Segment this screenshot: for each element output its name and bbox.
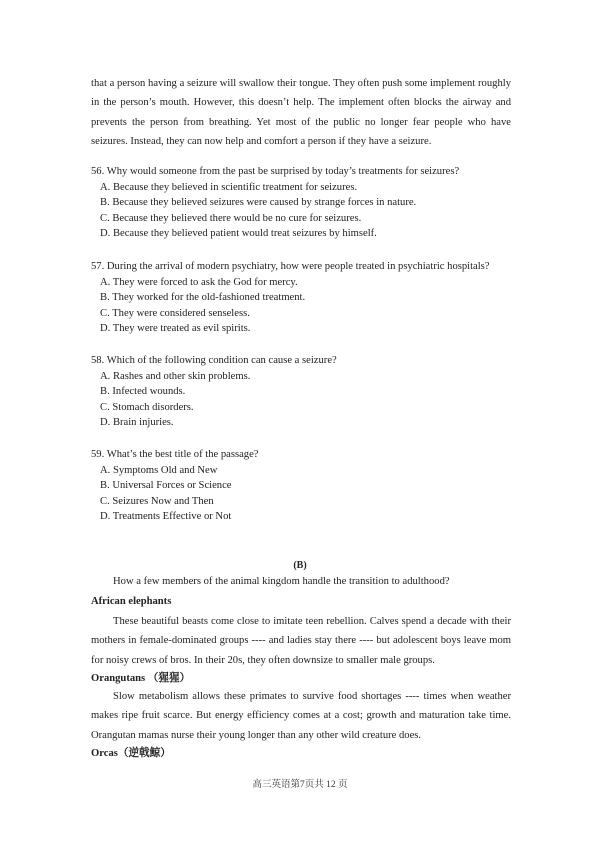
option-b: B. Because they believed seizures were caused by strange forces in nature. [100,197,417,209]
question-stem: 56. Why would someone from the past be surprised by today’s treatments for seizures? [91,166,460,177]
question-59 [91,447,521,525]
option-d: D. Because they believed patient would treat seizures by himself. [100,228,377,240]
passage-line: in the person’s mouth. However, this doesn’t help. The implement often blocks the airway and [91,97,511,109]
option-a: A. Symptoms Old and New [100,464,218,476]
question-stem: 59. What’s the best title of the passage? [91,449,259,460]
question-stem: 58. Which of the following condition can cause a seizure? [91,355,337,366]
question-58 [91,353,521,431]
option-a: A. Rashes and other skin problems. [100,370,251,382]
page-footer: 高三英语第7页共 12 页 [252,780,348,790]
paragraph-line: Slow metabolism allows these primates to survive food shortages ---- times when weather [113,691,511,702]
option-c: C. Stomach disorders. [100,401,194,413]
option-c: C. Because they believed there would be no cure for seizures. [100,212,362,224]
section-intro: How a few members of the animal kingdom handle the transition to adulthood? [113,576,450,587]
paragraph-line: Orangutan mamas nurse their young longer than any other wild creature does. [91,729,422,741]
passage-continuation [91,74,511,151]
option-c: C. They were considered senseless. [100,307,250,319]
subtitle-orangutans: Orangutans （猩猩） [91,673,191,684]
section-heading: (B) [293,560,307,571]
paragraph-african-elephants [91,612,511,670]
paragraph-line: for noisy crews of bros. In their 20s, they often downsize to smaller male groups. [91,654,435,666]
option-b: B. Universal Forces or Science [100,480,232,492]
question-57 [91,259,521,337]
question-56 [91,164,521,242]
option-a: A. Because they believed in scientific treatment for seizures. [100,181,358,193]
subtitle-african-elephants: African elephants [91,596,172,607]
option-b: B. Infected wounds. [100,386,186,398]
paragraph-line: mothers in female-dominated groups ---- and ladies stay there ---- but adolescent boys leave mom [91,635,511,647]
option-b: B. They worked for the old-fashioned treatment. [100,292,306,304]
paragraph-line: makes ripe fruit scarce. But energy efficiency comes at a cost; growth and maturation take time. [91,710,511,722]
option-d: D. Brain injuries. [100,417,174,429]
passage-line: seizures. Instead, they can now help and comfort a person if they have a seizure. [91,135,432,147]
passage-line: that a person having a seizure will swallow their tongue. They often push some implement roughly [91,78,511,89]
passage-line: prevents the person from breathing. Yet most of the public no longer fear people who have [91,116,511,128]
subtitle-orcas: Orcas（逆戟鲸） [91,748,171,759]
option-a: A. They were forced to ask the God for mercy. [100,276,298,288]
paragraph-line: These beautiful beasts come close to imitate teen rebellion. Calves spend a decade with their [113,616,511,627]
option-c: C. Seizures Now and Then [100,495,214,507]
option-d: D. Treatments Effective or Not [100,511,232,523]
question-stem: 57. During the arrival of modern psychiatry, how were people treated in psychiatric hospitals? [91,261,490,272]
option-d: D. They were treated as evil spirits. [100,323,251,335]
paragraph-orangutans [91,687,511,745]
